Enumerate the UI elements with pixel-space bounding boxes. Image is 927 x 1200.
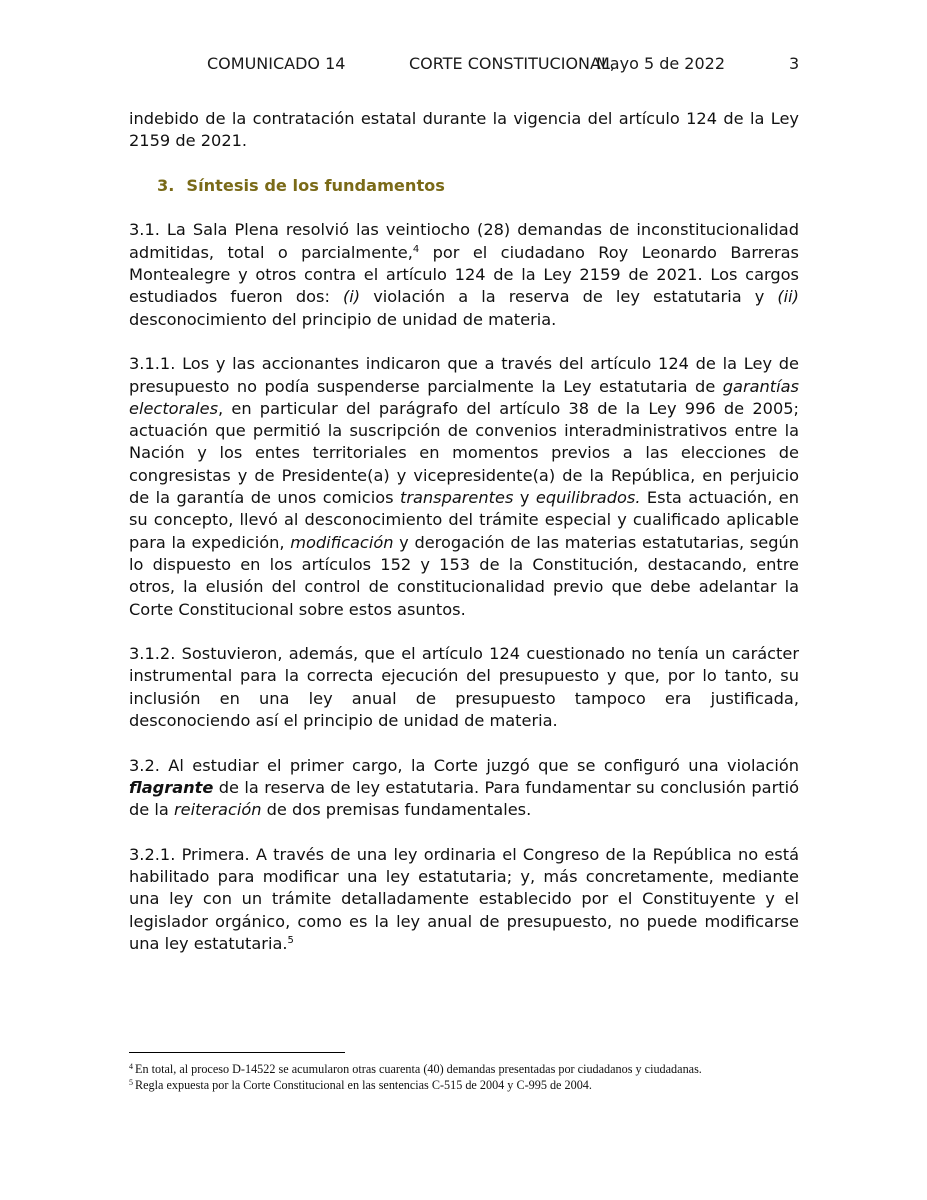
paragraph-3-2-1 <box>129 844 799 955</box>
section-number: 3. <box>157 175 175 195</box>
text-span: y <box>513 488 536 508</box>
footnote-text: Regla expuesta por la Corte Constitucional en las sentencias C-515 de 2004 y C-995 de 2004. <box>135 1077 592 1092</box>
emphasis: modificación <box>290 532 394 552</box>
text-span: de la reserva de ley estatutaria. Para fundamentar su conclusión partió de la <box>129 777 799 820</box>
section-title: Síntesis de los fundamentos <box>186 175 445 195</box>
text-span: violación a la reserva de ley estatutaria y <box>360 287 778 307</box>
text-span: desconocimiento del principio de unidad de materia. <box>129 309 557 329</box>
header-court: CORTE CONSTITUCIONAL, <box>409 54 615 73</box>
emphasis: transparentes <box>399 488 514 508</box>
document-body <box>129 108 799 955</box>
paragraph-3-1-2: 3.1.2. Sostuvieron, además, que el artículo 124 cuestionado no tenía un carácter instrumental para la correcta ejecución del presupuesto y que, por lo tanto, su inclusión en una ley anual de presupuesto tampoco era justificada, desconociendo así el principio de unidad de materia. <box>129 644 799 731</box>
text-span: 3.2. Al estudiar el primer cargo, la Corte juzgó que se configuró una violación <box>129 755 799 775</box>
footnote-5 <box>129 1078 829 1094</box>
text-span: por el ciudadano Roy Leonardo Barreras Montealegre y otros contra el artículo 124 de la Ley 2159 de 2021. Los cargos estudiados fueron dos: <box>129 242 799 307</box>
intro-paragraph: indebido de la contratación estatal durante la vigencia del artículo 124 de la Ley 2159 de 2021. <box>129 109 799 151</box>
text-span: y derogación de las materias estatutarias, según lo dispuesto en los artículos 152 y 153 de la Constitución, destacando, entre otros, la elusión del control de constitucionalidad previo que debe adelantar la Corte Constitucional sobre estos asuntos. <box>129 532 799 619</box>
footnote-ref-5[interactable]: 5 <box>287 934 294 946</box>
header-date: Mayo 5 de 2022 <box>596 54 726 73</box>
paragraph-3-1 <box>129 219 799 330</box>
footnote-divider <box>129 1052 345 1053</box>
footnote-ref-4[interactable]: 4 <box>412 243 420 255</box>
section-heading <box>157 175 799 197</box>
text-span: de dos premisas fundamentales. <box>261 800 532 820</box>
footnote-number: 4 <box>129 1062 133 1071</box>
item-marker-i: (i) <box>342 287 361 307</box>
text-span: 3.1. La Sala Plena resolvió las veintiocho (28) demandas de inconstitucionalidad admitidas, total o parcialmente, <box>129 220 799 262</box>
paragraph-3-1-1 <box>129 353 799 621</box>
strong-emphasis: flagrante <box>129 777 214 797</box>
page-number: 3 <box>789 54 800 73</box>
text-span: 3.1.1. Los y las accionantes indicaron que a través del artículo 124 de la Ley de presupuesto no podía suspenderse parcialmente la Ley estatutaria de <box>129 354 799 396</box>
emphasis: reiteración <box>173 800 262 820</box>
footnotes <box>129 1062 829 1093</box>
text-span: , en particular del parágrafo del artículo 38 de la Ley 996 de 2005; actuación que permitió la suscripción de convenios interadministrativos entre la Nación y los entes territoriales en momentos previos a las elecciones de congresistas y de Presidente(a) y vicepresidente(a) de la República, en perjuicio de la garantía de unos comicios <box>129 398 799 508</box>
item-marker-ii: (ii) <box>777 287 799 307</box>
footnote-number: 5 <box>129 1077 133 1087</box>
emphasis: garantías electorales <box>129 376 799 418</box>
header-communique: COMUNICADO 14 <box>207 54 346 73</box>
page-header <box>0 54 927 80</box>
emphasis: equilibrados. <box>535 488 641 508</box>
footnote-text: En total, al proceso D-14522 se acumularon otras cuarenta (40) demandas presentadas por ciudadanos y ciudadanas. <box>135 1062 702 1076</box>
footnote-4 <box>129 1062 829 1078</box>
text-span: 3.2.1. Primera. A través de una ley ordinaria el Congreso de la República no está habilitado para modificar una ley estatutaria; y, más concretamente, mediante una ley con un trámite detalladamente establecido por el Constituyente y el legislador orgánico, como es la ley anual de presupuesto, no puede modificarse una ley estatutaria. <box>129 844 799 953</box>
text-span: Esta actuación, en su concepto, llevó al desconocimiento del trámite especial y cualificado aplicable para la expedición, <box>129 488 799 552</box>
paragraph-3-2 <box>129 755 799 822</box>
